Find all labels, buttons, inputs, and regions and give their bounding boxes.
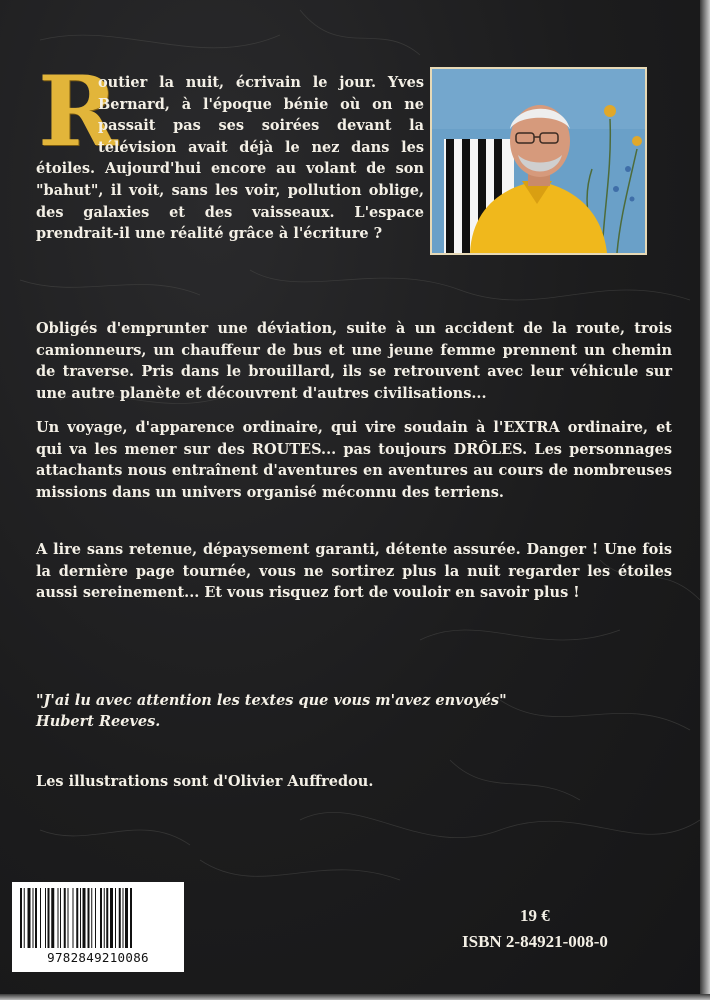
- barcode-bar: [35, 888, 37, 948]
- barcode-bar: [115, 888, 116, 948]
- drop-cap: R: [38, 55, 118, 168]
- barcode-bar: [58, 888, 59, 948]
- barcode-bar: [123, 888, 124, 948]
- synopsis-paragraph-2: Un voyage, d'apparence ordinaire, qui vire soudain à l'EXTRA ordinaire, et qui va les mener sur des ROUTES... pas toujours DRÔLES. Les personnages attachants nous entraînent d'aventures en aventures au cours de nombreuses missions dans un univers organisé méconnu des terriens.: [36, 419, 672, 501]
- barcode-bar: [119, 888, 121, 948]
- synopsis-paragraph-3: A lire sans retenue, dépaysement garanti, détente assurée. Danger ! Une fois la dernière page tournée, vous ne sortirez plus la nuit regarder les étoiles aussi sereinement... Et vous risquez fort de vouloir en savoir plus !: [36, 541, 672, 602]
- barcode-bar: [130, 888, 132, 948]
- barcode-bar: [73, 888, 74, 948]
- barcode-bar: [40, 888, 41, 948]
- barcode-bar: [48, 888, 50, 948]
- barcode-bar: [60, 888, 61, 948]
- barcode-bar: [20, 888, 22, 948]
- illustration-credits: Les illustrations sont d'Olivier Auffredou.: [36, 773, 374, 790]
- endorsement-quote: [36, 690, 676, 732]
- barcode-digits: 9782849210086: [47, 950, 149, 965]
- price: 19 €: [520, 906, 550, 925]
- barcode-bar: [110, 888, 113, 948]
- barcode-bar: [91, 888, 92, 948]
- barcode-bar: [100, 888, 102, 948]
- barcode-bar: [106, 888, 108, 948]
- author-intro-text: outier la nuit, écrivain le jour. Yves Bernard, à l'époque bénie où on ne passait pas ses soirées devant la télévision avait déjà le nez dans les étoiles. Aujourd'hui encore au volant de son "bahut", il voit, sans les voir, pollution oblige, des galaxies et des vaisseaux. L'espace prendrait-il une réalité grâce à l'écriture ?: [36, 74, 424, 243]
- barcode-bar: [104, 888, 105, 948]
- isbn: ISBN 2-84921-008-0: [462, 932, 608, 951]
- synopsis-paragraph-1: Obligés d'emprunter une déviation, suite à un accident de la route, trois camionneurs, un chauffeur de bus et une jeune femme prennent un chemin de traverse. Pris dans le brouillard, ils se retrouvent avec leur véhicule sur une autre planète et découvrent d'autres civilisations...: [36, 320, 672, 402]
- barcode-bars: [18, 888, 178, 948]
- barcode-bar: [51, 888, 54, 948]
- barcode-bar: [83, 888, 86, 948]
- page-edge-bottom: [0, 994, 710, 1000]
- barcode: [12, 882, 184, 972]
- barcode-bar: [28, 888, 31, 948]
- quote-text: "J'ai lu avec attention les textes que vous m'avez envoyés": [36, 692, 507, 709]
- page-edge-right: [700, 0, 710, 1000]
- author-photo: [430, 67, 647, 255]
- barcode-bar: [33, 888, 34, 948]
- barcode-bar: [24, 888, 25, 948]
- barcode-bar: [80, 888, 81, 948]
- barcode-bar: [76, 888, 78, 948]
- barcode-bar: [45, 888, 46, 948]
- author-intro: [36, 72, 424, 245]
- barcode-bar: [88, 888, 90, 948]
- barcode-bar: [64, 888, 66, 948]
- barcode-bar: [125, 888, 128, 948]
- barcode-bar: [68, 888, 69, 948]
- quote-author: Hubert Reeves.: [36, 713, 161, 730]
- barcode-bar: [95, 888, 96, 948]
